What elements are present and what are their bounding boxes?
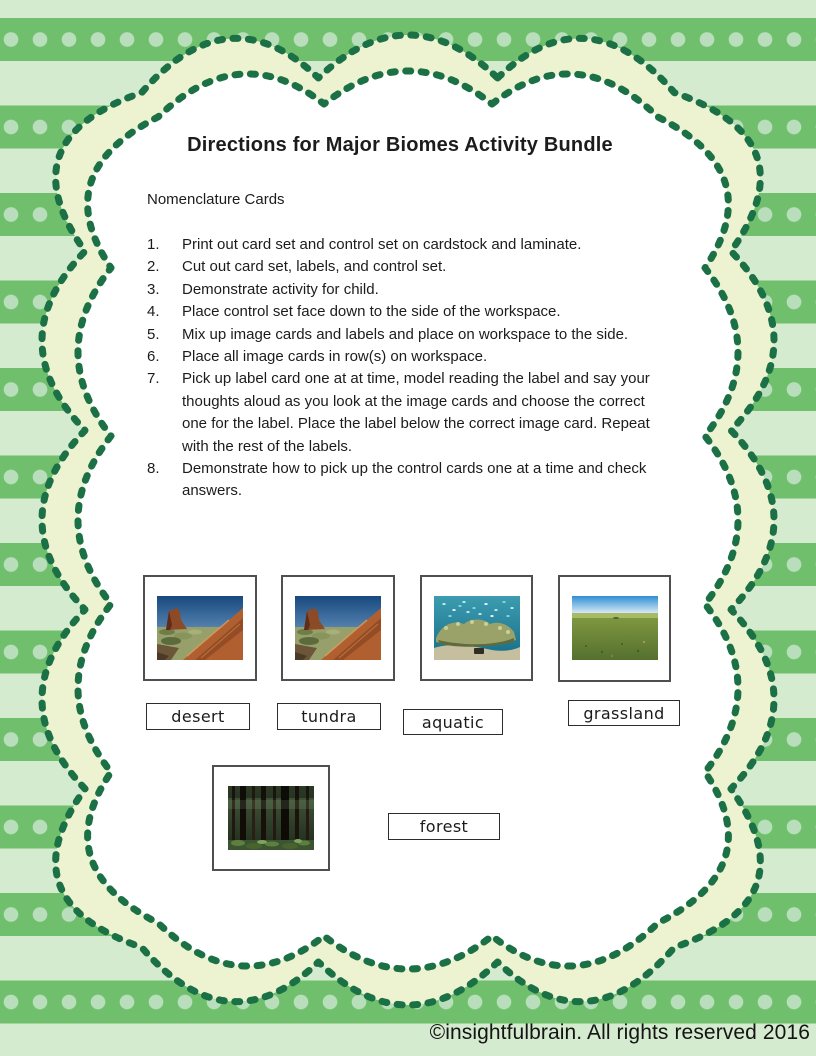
direction-step: Place control set face down to the side of the workspace. — [182, 303, 561, 321]
direction-step: Demonstrate activity for child. — [182, 280, 379, 298]
aquatic-photo — [434, 596, 520, 660]
label-text: tundra — [301, 707, 357, 726]
footer-copyright: ©insightfulbrain. All rights reserved 2016 — [429, 1021, 810, 1044]
label-card-forest — [388, 813, 500, 840]
grassland-photo — [572, 596, 658, 660]
section-heading: Nomenclature Cards — [147, 191, 285, 208]
direction-step: Mix up image cards and labels and place on workspace to the side. — [182, 325, 629, 343]
desert-photo — [295, 596, 381, 660]
image-card-aquatic — [420, 575, 533, 681]
image-card-forest — [212, 765, 330, 871]
label-text: desert — [171, 707, 225, 726]
label-text: aquatic — [421, 712, 485, 732]
page-title: Directions for Major Biomes Activity Bundle — [187, 134, 613, 156]
direction-step: Print out card set and control set on cardstock and laminate. — [182, 236, 582, 253]
label-text: grassland — [583, 703, 665, 723]
direction-step: Demonstrate how to pick up the control cards one at a time and check answers. — [182, 460, 647, 500]
desert-photo — [157, 596, 243, 660]
label-card-desert — [146, 703, 250, 730]
label-card-tundra — [277, 703, 381, 730]
direction-step: Pick up label card one at at time, model reading the label and say your thoughts aloud as you look at the image cards and choose the correct one for the label. Place the label below the correct image card. Repeat with the rest of the labels. — [182, 370, 650, 455]
label-text: forest — [419, 817, 469, 836]
forest-photo — [228, 786, 314, 850]
direction-step: Cut out card set, labels, and control set. — [182, 258, 447, 276]
image-card-desert — [143, 575, 257, 681]
image-card-tundra — [281, 575, 395, 681]
directions-list — [145, 234, 655, 503]
directions-content — [145, 132, 655, 503]
direction-step: Place all image cards in row(s) on workspace. — [182, 348, 488, 366]
label-card-grassland — [568, 700, 680, 726]
label-card-aquatic — [403, 709, 503, 735]
image-card-grassland — [558, 575, 671, 682]
